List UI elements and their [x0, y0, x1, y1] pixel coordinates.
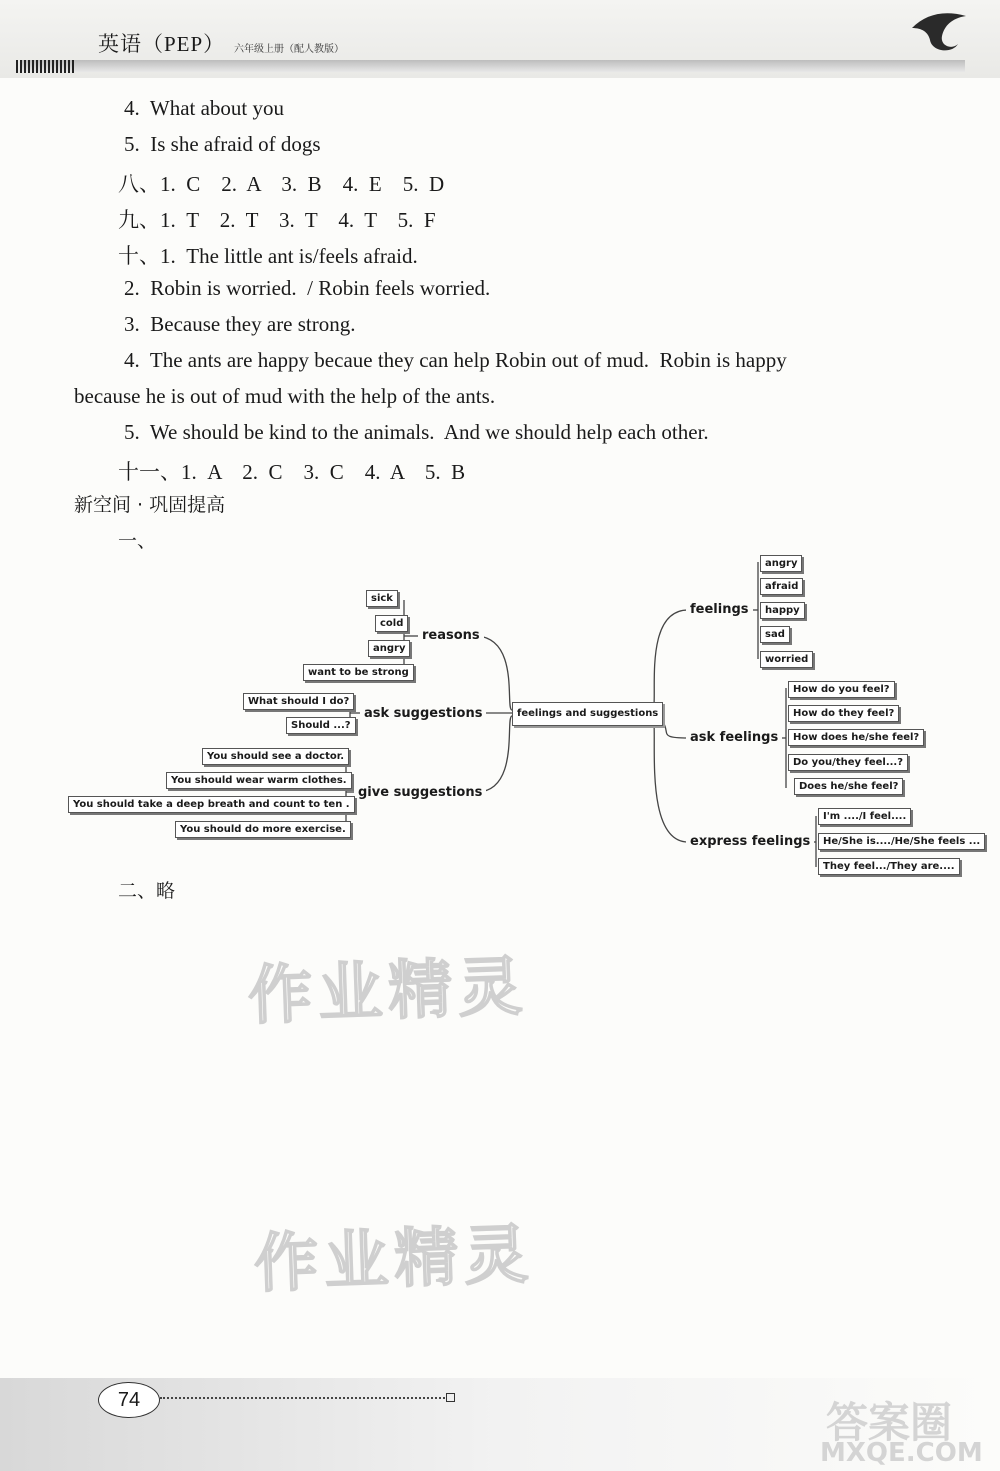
- ask-feeling-item: Does he/she feel?: [794, 778, 903, 795]
- watermark: 作业精灵: [253, 1218, 536, 1302]
- reason-item: sick: [366, 590, 398, 607]
- reason-item: angry: [368, 640, 410, 657]
- ask-suggestions-branch: ask suggestions: [360, 703, 486, 725]
- feelings-branch: feelings: [686, 599, 753, 621]
- give-suggestion-item: You should take a deep breath and count to ten .: [68, 796, 355, 813]
- section-title: 新空间 · 巩固提高: [74, 494, 226, 516]
- part-one-label: 一、: [118, 530, 157, 552]
- header-rule: [20, 60, 965, 72]
- ask-feeling-item: How do they feel?: [788, 705, 899, 722]
- feeling-item: angry: [760, 555, 802, 572]
- swirl-logo-icon: [908, 6, 970, 54]
- answer-line: 八、1. C 2. A 3. B 4. E 5. D: [118, 172, 445, 196]
- page-header: [0, 0, 1000, 78]
- feeling-item: worried: [760, 651, 813, 668]
- feeling-item: sad: [760, 626, 790, 643]
- ask-feeling-item: Do you/they feel...?: [788, 754, 908, 771]
- answer-line: 5. We should be kind to the animals. And we should help each other.: [124, 420, 709, 444]
- reason-item: cold: [375, 615, 408, 632]
- answer-line: 九、1. T 2. T 3. T 4. T 5. F: [118, 208, 436, 232]
- answer-line: 4. The ants are happy becaue they can help Robin out of mud. Robin is happy: [124, 348, 787, 372]
- express-feelings-branch: express feelings: [686, 831, 814, 853]
- answer-line: 十、1. The little ant is/feels afraid.: [118, 244, 418, 268]
- express-feeling-item: I'm ..../I feel....: [818, 808, 911, 825]
- ask-feeling-item: How does he/she feel?: [788, 729, 924, 746]
- reason-item: want to be strong: [303, 664, 414, 681]
- page-number: 74: [98, 1382, 160, 1418]
- footer-dotted-line: [160, 1397, 445, 1399]
- give-suggestion-item: You should see a doctor.: [202, 748, 349, 765]
- give-suggestion-item: You should do more exercise.: [175, 821, 351, 838]
- ask-feelings-branch: ask feelings: [686, 727, 782, 749]
- watermark: 作业精灵: [247, 950, 530, 1034]
- footer-square-icon: [446, 1393, 455, 1402]
- answer-line: 2. Robin is worried. / Robin feels worried.: [124, 276, 491, 300]
- answer-line: 3. Because they are strong.: [124, 312, 356, 336]
- ask-suggestion-item: What should I do?: [243, 693, 354, 710]
- part-two-label: 二、略: [118, 880, 176, 902]
- answer-line: 5. Is she afraid of dogs: [124, 132, 321, 156]
- answer-line: 十一、1. A 2. C 3. C 4. A 5. B: [118, 460, 466, 484]
- give-suggestion-item: You should wear warm clothes.: [166, 772, 352, 789]
- answer-line: 4. What about you: [124, 96, 285, 120]
- answer-line: because he is out of mud with the help of the ants.: [74, 384, 496, 408]
- barcode-decoration: [16, 60, 76, 73]
- corner-watermark-url: MXQE.COM: [820, 1438, 983, 1468]
- mind-map-root: feelings and suggestions: [512, 702, 663, 726]
- feeling-item: happy: [760, 602, 805, 619]
- ask-feeling-item: How do you feel?: [788, 681, 895, 698]
- corner-watermark: 答案圈: [826, 1398, 953, 1447]
- give-suggestions-branch: give suggestions: [354, 782, 486, 804]
- book-title: 英语（PEP）: [98, 32, 226, 56]
- book-subtitle: 六年级上册（配人教版）: [234, 44, 344, 55]
- reasons-branch: reasons: [418, 625, 484, 647]
- express-feeling-item: They feel.../They are....: [818, 858, 960, 875]
- feeling-item: afraid: [760, 578, 803, 595]
- ask-suggestion-item: Should ...?: [286, 717, 356, 734]
- express-feeling-item: He/She is..../He/She feels ...: [818, 833, 985, 850]
